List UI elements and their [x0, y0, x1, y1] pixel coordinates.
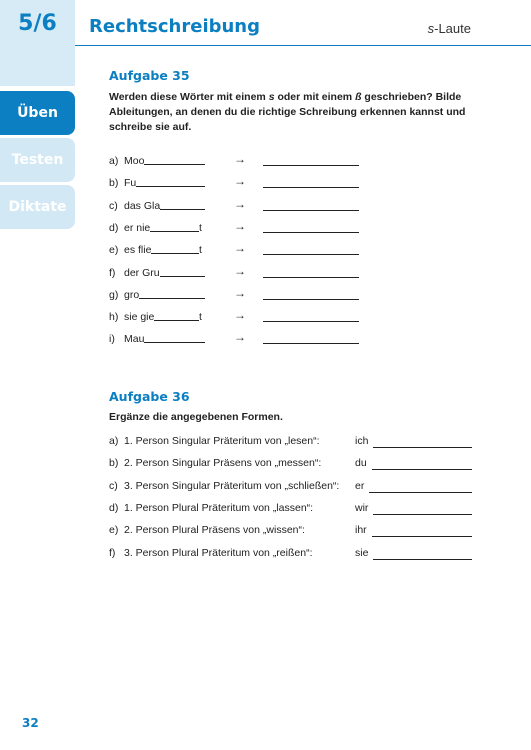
answer-line[interactable]	[263, 254, 359, 255]
pronoun-label: ich	[355, 435, 369, 447]
word-stem: der Gru	[124, 267, 160, 279]
arrow-icon: →	[234, 174, 246, 188]
item-label: h)	[109, 311, 119, 323]
task35-item	[109, 153, 205, 167]
answer-line[interactable]	[263, 321, 359, 322]
task36-item	[109, 524, 305, 538]
answer-line[interactable]	[373, 559, 472, 560]
answer-line[interactable]	[369, 492, 472, 493]
task35-item	[109, 287, 205, 301]
answer-line[interactable]	[263, 277, 359, 278]
item-text: 1. Person Singular Präteritum von „lesen“:	[124, 435, 320, 447]
arrow-icon: →	[234, 286, 246, 300]
answer-line[interactable]	[372, 536, 472, 537]
arrow-icon: →	[234, 308, 246, 322]
answer-line[interactable]	[263, 210, 359, 211]
item-label: d)	[109, 222, 119, 234]
word-suffix: t	[199, 244, 202, 256]
word-gap-blank[interactable]	[136, 186, 205, 187]
item-label: e)	[109, 524, 119, 536]
answer-line[interactable]	[263, 187, 359, 188]
word-suffix: t	[199, 222, 202, 234]
answer-line[interactable]	[263, 343, 359, 344]
word-suffix: t	[199, 311, 202, 323]
item-text: 2. Person Plural Präsens von „wissen“:	[124, 524, 305, 536]
item-label: d)	[109, 502, 119, 514]
item-label: a)	[109, 435, 119, 447]
task35-item	[109, 331, 205, 345]
word-stem: Mau	[124, 333, 145, 345]
arrow-icon: →	[234, 241, 246, 255]
item-text: 2. Person Singular Präsens von „messen“:	[124, 457, 322, 469]
item-label: f)	[109, 547, 116, 559]
item-text: 3. Person Singular Präteritum von „schließen“:	[124, 480, 340, 492]
task35-item	[109, 242, 202, 256]
word-gap-blank[interactable]	[160, 276, 205, 277]
task35-item	[109, 198, 205, 212]
answer-line[interactable]	[263, 165, 359, 166]
word-stem: Moo	[124, 155, 145, 167]
pronoun-label: sie	[355, 547, 369, 559]
answer-line[interactable]	[263, 299, 359, 300]
instr-sz: ß	[355, 91, 362, 103]
pronoun-label: du	[355, 457, 367, 469]
word-gap-blank[interactable]	[144, 342, 205, 343]
arrow-icon: →	[234, 219, 246, 233]
task36-item	[109, 547, 313, 561]
item-label: i)	[109, 333, 115, 345]
page-number: 32	[22, 716, 39, 730]
task36-item	[109, 457, 321, 471]
arrow-icon: →	[234, 264, 246, 278]
side-strip	[0, 46, 75, 86]
arrow-icon: →	[234, 330, 246, 344]
task36-item	[109, 480, 339, 494]
word-stem: Fu	[124, 177, 137, 189]
item-label: g)	[109, 289, 119, 301]
item-label: f)	[109, 267, 116, 279]
word-stem: das Gla	[124, 200, 161, 212]
word-stem: sie gie	[124, 311, 155, 323]
instr-part3: geschrieben? Bilde Ableitungen, an denen du die richtige Schreibung erkennen kannst und schreibe sie auf.	[109, 91, 466, 133]
page-title: Rechtschreibung	[89, 16, 261, 37]
instr-s: s	[268, 91, 275, 103]
word-stem: er nie	[124, 222, 151, 234]
item-label: b)	[109, 177, 119, 189]
arrow-icon: →	[234, 152, 246, 166]
tab-ueben[interactable]: Üben	[0, 91, 75, 135]
task36-title: Aufgabe 36	[109, 389, 190, 404]
item-text: 1. Person Plural Präteritum von „lassen“:	[124, 502, 314, 514]
word-stem: es flie	[124, 244, 152, 256]
item-text: 3. Person Plural Präteritum von „reißen“:	[124, 547, 313, 559]
task36-item	[109, 435, 320, 449]
grade-label: 5/6	[0, 0, 75, 46]
pronoun-label: er	[355, 480, 365, 492]
word-gap-blank[interactable]	[160, 209, 205, 210]
task35-instruction	[109, 90, 469, 135]
task36-instruction: Ergänze die angegebenen Formen.	[109, 411, 283, 423]
tab-diktate[interactable]: Diktate	[0, 185, 75, 229]
instr-part1: Werden diese Wörter mit einem	[109, 91, 269, 103]
word-gap-blank[interactable]	[150, 231, 199, 232]
item-label: e)	[109, 244, 119, 256]
tab-testen[interactable]: Testen	[0, 138, 75, 182]
answer-line[interactable]	[263, 232, 359, 233]
item-label: c)	[109, 200, 118, 212]
pronoun-label: ihr	[355, 524, 367, 536]
header-divider	[75, 45, 531, 46]
topic-prefix: s	[427, 21, 435, 36]
answer-line[interactable]	[373, 514, 472, 515]
task36-item	[109, 502, 313, 516]
task35-item	[109, 220, 202, 234]
item-label: c)	[109, 480, 118, 492]
item-label: b)	[109, 457, 119, 469]
answer-line[interactable]	[373, 447, 472, 448]
instr-part2: oder mit einem	[274, 91, 356, 103]
arrow-icon: →	[234, 197, 246, 211]
answer-line[interactable]	[372, 469, 472, 470]
pronoun-label: wir	[355, 502, 369, 514]
task35-item	[109, 175, 205, 189]
task35-title: Aufgabe 35	[109, 68, 190, 83]
item-label: a)	[109, 155, 119, 167]
word-gap-blank[interactable]	[154, 320, 199, 321]
task35-item	[109, 265, 205, 279]
topic-suffix: -Laute	[434, 21, 471, 36]
word-gap-blank[interactable]	[151, 253, 199, 254]
task35-item	[109, 309, 202, 323]
word-stem: gro	[124, 289, 140, 301]
word-gap-blank[interactable]	[139, 298, 205, 299]
word-gap-blank[interactable]	[144, 164, 205, 165]
topic-label	[428, 21, 471, 36]
